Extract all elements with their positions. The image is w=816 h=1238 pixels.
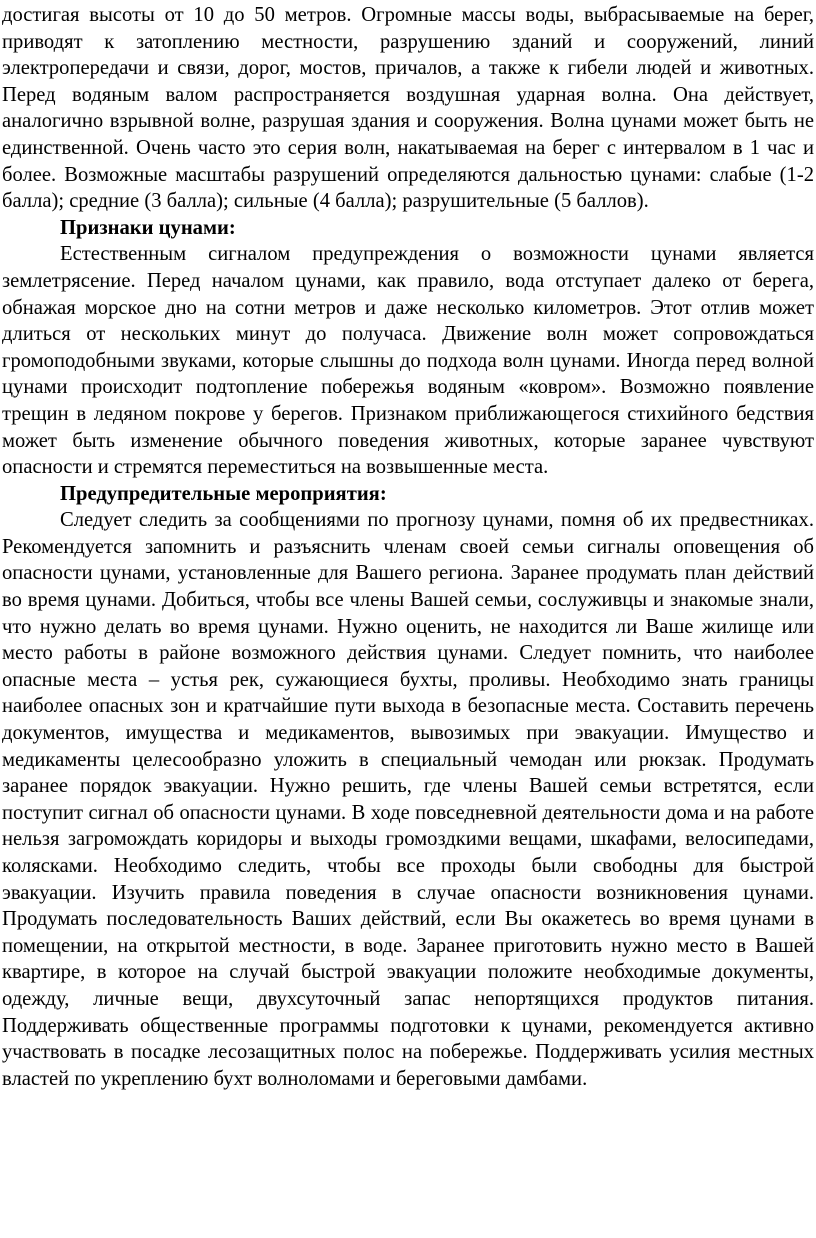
intro-paragraph: достигая высоты от 10 до 50 метров. Огромные массы воды, выбрасываемые на берег, приводят к затоплению местности, разрушению зданий и сооружений, линий электропередачи и связи, дорог, мостов, причалов, а также к гибели людей и животных. Перед водяным валом распространяется воздушная ударная волна. Она действует, аналогично взрывной волне, разрушая здания и сооружения. Волна цунами может быть не единственной. Очень часто это серия волн, накатываемая на берег с интервалом в 1 час и более. Возможные масштабы разрушений определяются дальностью цунами: слабые (1-2 балла); средние (3 балла); сильные (4 балла); разрушительные (5 баллов). <box>2 4 814 213</box>
section-body-tsunami-signs: Естественным сигналом предупреждения о возможности цунами является землетрясение. Перед началом цунами, как правило, вода отступает далеко от берега, обнажая морское дно на сотни метров и даже несколько километров. Этот отлив может длиться от нескольких минут до получаса. Движение волн может сопровождаться громоподобными звуками, которые слышны до подхода волн цунами. Иногда перед волной цунами происходит подтопление побережья водяным «ковром». Возможно появление трещин в ледяном покрове у берегов. Признаком приближающегося стихийного бедствия может быть изменение обычного поведения животных, которые заранее чувствуют опасности и стремятся переместиться на возвышенные места. <box>2 243 814 479</box>
section-heading-tsunami-signs: Признаки цунами: <box>60 216 236 239</box>
section-heading-precautions: Предупредительные мероприятия: <box>60 482 387 505</box>
document-page <box>2 2 814 1092</box>
section-body-precautions: Следует следить за сообщениями по прогнозу цунами, помня об их предвестниках. Рекомендуется запомнить и разъяснить членам своей семьи сигналы оповещения об опасности цунами, установленные для Вашего региона. Заранее продумать план действий во время цунами. Добиться, чтобы все члены Вашей семьи, сослуживцы и знакомые знали, что нужно делать во время цунами. Нужно оценить, не находится ли Ваше жилище или место работы в районе возможного действия цунами. Следует помнить, что наиболее опасные места – устья рек, сужающиеся бухты, проливы. Необходимо знать границы наиболее опасных зон и кратчайшие пути выхода в безопасные места. Составить перечень документов, имущества и медикаментов, вывозимых при эвакуации. Имущество и медикаменты целесообразно уложить в специальный чемодан или рюкзак. Продумать заранее порядок эвакуации. Нужно решить, где члены Вашей семьи встретятся, если поступит сигнал об опасности цунами. В ходе повседневной деятельности дома и на работе нельзя загромождать коридоры и выходы громоздкими вещами, шкафами, велосипедами, колясками. Необходимо следить, чтобы все проходы были свободны для быстрой эвакуации. Изучить правила поведения в случае опасности возникновения цунами. Продумать последовательность Ваших действий, если Вы окажетесь во время цунами в помещении, на открытой местности, в воде. Заранее приготовить нужно место в Вашей квартире, в которое на случай быстрой эвакуации положите необходимые документы, одежду, личные вещи, двухсуточный запас непортящихся продуктов питания. Поддерживать общественные программы подготовки к цунами, рекомендуется активно участвовать в посадке лесозащитных полос на побережье. Поддерживать усилия местных властей по укреплению бухт волноломами и береговыми дамбами. <box>2 509 814 1090</box>
